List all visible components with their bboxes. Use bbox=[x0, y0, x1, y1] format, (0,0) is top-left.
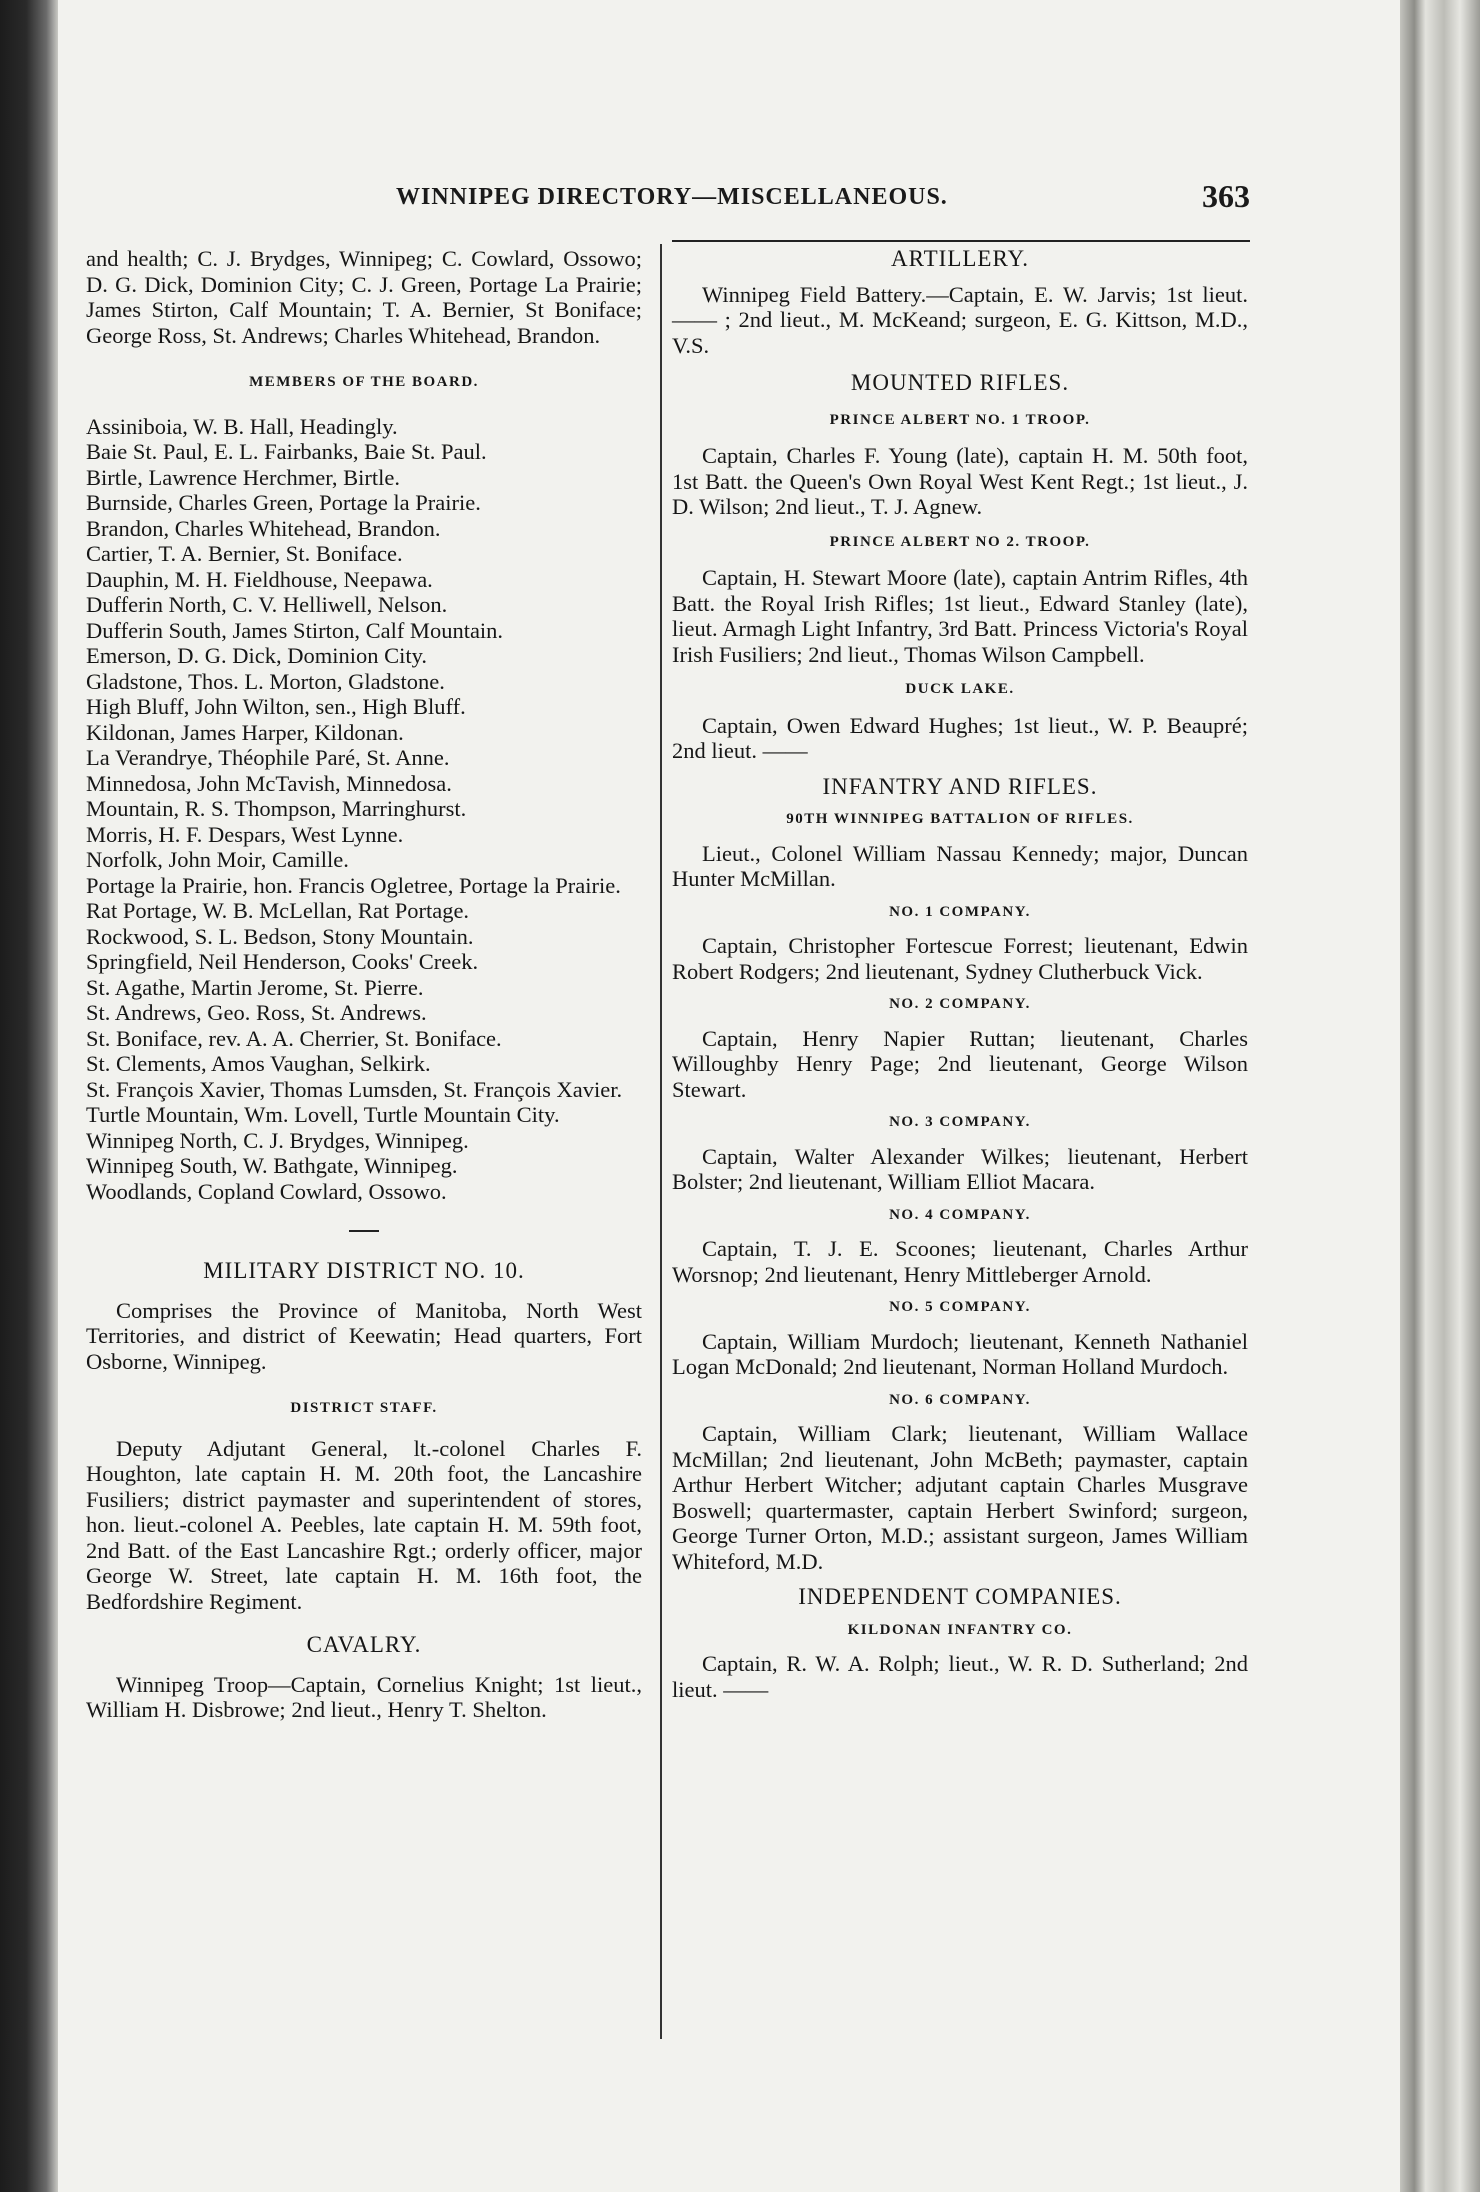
list-item: Springfield, Neil Henderson, Cooks' Creek. bbox=[86, 949, 479, 974]
company-4-heading: NO. 4 COMPANY. bbox=[889, 1206, 1031, 1223]
members-heading: MEMBERS OF THE BOARD. bbox=[249, 374, 479, 390]
list-item: Dauphin, M. H. Fieldhouse, Neepawa. bbox=[86, 566, 433, 592]
military-district-heading: MILITARY DISTRICT NO. 10. bbox=[203, 1258, 525, 1283]
artillery-heading: ARTILLERY. bbox=[891, 246, 1029, 271]
battalion-heading: 90TH WINNIPEG BATTALION OF RIFLES. bbox=[786, 811, 1134, 827]
company-3-heading: NO. 3 COMPANY. bbox=[889, 1114, 1031, 1130]
list-item: Emerson, D. G. Dick, Dominion City. bbox=[86, 643, 428, 668]
cavalry-heading: CAVALRY. bbox=[306, 1632, 422, 1657]
list-item: Winnipeg North, C. J. Brydges, Winnipeg. bbox=[86, 1127, 469, 1153]
list-item: Assiniboia, W. B. Hall, Headingly. bbox=[86, 413, 398, 439]
list-item: St. Andrews, Geo. Ross, St. Andrews. bbox=[86, 1000, 427, 1025]
list-item: Cartier, T. A. Bernier, St. Boniface. bbox=[86, 541, 403, 566]
troop-1-text: Captain, Charles F. Young (late), captain H. M. 50th foot, 1st Batt. the Queen's Own Royal West Kent Regt.; 1st lieut., J. D. Wilson; 2nd lieut., T. J. Agnew. bbox=[672, 443, 1248, 519]
kildonan-text: Captain, R. W. A. Rolph; lieut., W. R. D. Sutherland; 2nd lieut. —— bbox=[672, 1651, 1248, 1702]
list-item: Gladstone, Thos. L. Morton, Gladstone. bbox=[86, 668, 445, 694]
list-item: Burnside, Charles Green, Portage la Prairie. bbox=[86, 490, 481, 515]
list-item: Brandon, Charles Whitehead, Brandon. bbox=[86, 515, 441, 541]
troop-2-heading: PRINCE ALBERT NO 2. TROOP. bbox=[829, 533, 1091, 550]
list-item: Kildonan, James Harper, Kildonan. bbox=[86, 719, 404, 745]
company-2-text: Captain, Henry Napier Ruttan; lieutenant, Charles Willoughby Henry Page; 2nd lieutenant, George Wilson Stewart. bbox=[672, 1025, 1248, 1102]
left-book-edge bbox=[0, 0, 58, 2192]
company-1-text: Captain, Christopher Fortescue Forrest; lieutenant, Edwin Robert Rodgers; 2nd lieutenant, Sydney Clutherbuck Vick. bbox=[672, 933, 1248, 984]
company-1-heading: NO. 1 COMPANY. bbox=[889, 903, 1031, 920]
company-5-text: Captain, William Murdoch; lieutenant, Kenneth Nathaniel Logan McDonald; 2nd lieutenant, Norman Holland Murdoch. bbox=[672, 1328, 1248, 1379]
running-title: WINNIPEG DIRECTORY—MISCELLANEOUS. bbox=[396, 184, 948, 210]
duck-lake-heading: DUCK LAKE. bbox=[905, 681, 1015, 697]
military-district-text: Comprises the Province of Manitoba, North West Territories, and district of Keewatin; Head quarters, Fort Osborne, Winnipeg. bbox=[86, 1297, 642, 1374]
list-item: High Bluff, John Wilton, sen., High Bluff. bbox=[86, 694, 466, 719]
mounted-rifles-heading: MOUNTED RIFLES. bbox=[850, 370, 1070, 395]
list-item: St. François Xavier, Thomas Lumsden, St. François Xavier. bbox=[86, 1076, 623, 1102]
company-3-text: Captain, Walter Alexander Wilkes; lieutenant, Herbert Bolster; 2nd lieutenant, William Elliot Macara. bbox=[672, 1143, 1248, 1194]
list-item: Dufferin North, C. V. Helliwell, Nelson. bbox=[86, 592, 448, 617]
list-item: Portage la Prairie, hon. Francis Ogletree, Portage la Prairie. bbox=[86, 872, 621, 898]
column-divider bbox=[660, 244, 662, 2039]
company-5-heading: NO. 5 COMPANY. bbox=[889, 1299, 1031, 1315]
header-rule bbox=[672, 240, 1250, 242]
list-item: Woodlands, Copland Cowlard, Ossowo. bbox=[86, 1178, 447, 1204]
running-header bbox=[88, 178, 1250, 224]
list-item: St. Boniface, rev. A. A. Cherrier, St. Boniface. bbox=[86, 1025, 502, 1051]
right-column bbox=[672, 246, 1248, 1702]
battalion-text: Lieut., Colonel William Nassau Kennedy; major, Duncan Hunter McMillan. bbox=[672, 840, 1248, 891]
company-4-text: Captain, T. J. E. Scoones; lieutenant, Charles Arthur Worsnop; 2nd lieutenant, Henry Mittleberger Arnold. bbox=[672, 1236, 1248, 1287]
independent-companies-heading: INDEPENDENT COMPANIES. bbox=[798, 1584, 1122, 1609]
list-item: Baie St. Paul, E. L. Fairbanks, Baie St. Paul. bbox=[86, 439, 487, 464]
left-column bbox=[86, 246, 642, 1723]
troop-1-heading: PRINCE ALBERT NO. 1 TROOP. bbox=[829, 411, 1091, 428]
company-6-heading: NO. 6 COMPANY. bbox=[889, 1391, 1031, 1408]
duck-lake-text: Captain, Owen Edward Hughes; 1st lieut., W. P. Beaupré; 2nd lieut. —— bbox=[672, 712, 1248, 763]
list-item: Winnipeg South, W. Bathgate, Winnipeg. bbox=[86, 1153, 458, 1178]
right-book-edge bbox=[1400, 0, 1480, 2192]
members-list bbox=[86, 414, 642, 1205]
list-item: Morris, H. F. Despars, West Lynne. bbox=[86, 821, 404, 847]
company-2-heading: NO. 2 COMPANY. bbox=[889, 996, 1031, 1012]
list-item: Dufferin South, James Stirton, Calf Mountain. bbox=[86, 617, 504, 643]
infantry-heading: INFANTRY AND RIFLES. bbox=[822, 773, 1098, 799]
artillery-text: Winnipeg Field Battery.—Captain, E. W. Jarvis; 1st lieut. —— ; 2nd lieut., M. McKeand; surgeon, E. G. Kittson, M.D., V.S. bbox=[672, 281, 1248, 358]
section-dash bbox=[349, 1230, 379, 1232]
cavalry-text: Winnipeg Troop—Captain, Cornelius Knight; 1st lieut., William H. Disbrowe; 2nd lieut., Henry T. Shelton. bbox=[86, 1671, 642, 1722]
list-item: Rat Portage, W. B. McLellan, Rat Portage. bbox=[86, 898, 470, 923]
district-staff-heading: DISTRICT STAFF. bbox=[290, 1400, 438, 1416]
page-number: 363 bbox=[1202, 178, 1250, 214]
list-item: Rockwood, S. L. Bedson, Stony Mountain. bbox=[86, 923, 474, 949]
company-6-text: Captain, William Clark; lieutenant, William Wallace McMillan; 2nd lieutenant, John McBeth; paymaster, captain Arthur Herbert Witcher; adjutant captain Charles Musgrave Boswell; quartermaster, captain Herbert Swinford; surgeon, George Turner Orton, M.D.; assistant surgeon, James William Whiteford, M.D. bbox=[672, 1421, 1248, 1574]
list-item: Mountain, R. S. Thompson, Marringhurst. bbox=[86, 796, 467, 821]
list-item: Turtle Mountain, Wm. Lovell, Turtle Mountain City. bbox=[86, 1102, 560, 1127]
list-item: Minnedosa, John McTavish, Minnedosa. bbox=[86, 770, 452, 796]
list-item: Norfolk, John Moir, Camille. bbox=[86, 847, 349, 872]
district-staff-text: Deputy Adjutant General, lt.-colonel Charles F. Houghton, late captain H. M. 20th foot, the Lancashire Fusiliers; district paymaster and superintendent of stores, hon. lieut.-colonel A. Peebles, late captain H. M. 59th foot, 2nd Batt. of the East Lancashire Rgt.; orderly officer, major George W. Street, late captain H. M. 16th foot, the Bedfordshire Regiment. bbox=[86, 1435, 642, 1614]
kildonan-heading: KILDONAN INFANTRY CO. bbox=[847, 1621, 1073, 1638]
list-item: St. Clements, Amos Vaughan, Selkirk. bbox=[86, 1051, 431, 1076]
troop-2-text: Captain, H. Stewart Moore (late), captain Antrim Rifles, 4th Batt. the Royal Irish Rifles; 1st lieut., Edward Stanley (late), lieut. Armagh Light Infantry, 3rd Batt. Princess Victoria's Royal Irish Fusiliers; 2nd lieut., Thomas Wilson Campbell. bbox=[672, 565, 1248, 667]
list-item: La Verandrye, Théophile Paré, St. Anne. bbox=[86, 745, 450, 770]
list-item: Birtle, Lawrence Herchmer, Birtle. bbox=[86, 464, 400, 490]
intro-paragraph: and health; C. J. Brydges, Winnipeg; C. Cowlard, Ossowo; D. G. Dick, Dominion City; C. J. Green, Portage La Prairie; James Stirton, Calf Mountain; T. A. Bernier, St Boniface; George Ross, St. Andrews; Charles Whitehead, Brandon. bbox=[86, 246, 642, 348]
list-item: St. Agathe, Martin Jerome, St. Pierre. bbox=[86, 974, 424, 1000]
